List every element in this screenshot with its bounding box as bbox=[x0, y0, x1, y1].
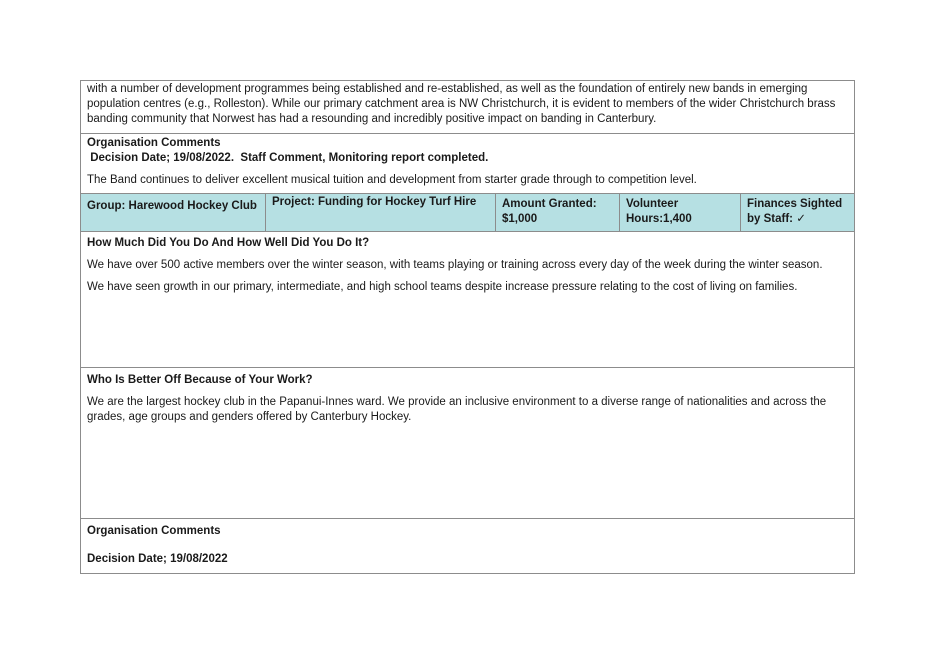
report-table bbox=[80, 80, 855, 574]
project-label: Project: Funding for Hockey Turf Hire bbox=[272, 196, 477, 208]
amount-granted-cell bbox=[495, 194, 619, 231]
group-label: Group: Harewood Hockey Club bbox=[87, 200, 257, 212]
organisation-comments-row bbox=[81, 133, 854, 193]
group-cell bbox=[81, 194, 265, 231]
organisation-comments-row-2 bbox=[81, 518, 854, 573]
organisation-comments-heading: Organisation Comments bbox=[87, 137, 221, 149]
finances-sighted-value: by Staff: ✓ bbox=[747, 213, 806, 225]
volunteer-hours-cell bbox=[619, 194, 740, 231]
amount-granted-value: $1,000 bbox=[502, 213, 538, 225]
how-much-heading: How Much Did You Do And How Well Did You Do It? bbox=[87, 237, 370, 249]
how-much-text-2: We have seen growth in our primary, intermediate, and high school teams despite increase pressure relating to the cost of living on families. bbox=[87, 281, 798, 293]
intro-text: with a number of development programmes being established and re-established, as well as the foundation of entirely new bands in emerging population centres (e.g., Rolleston). While our primary catchment area is NW Christchurch, it is evident to members of the wider Christchurch brass banding community that Norwest has had a resounding and incredibly positive impact on banding in Canterbury. bbox=[87, 83, 836, 125]
grant-header-row bbox=[81, 193, 854, 231]
how-much-text-1: We have over 500 active members over the winter season, with teams playing or training across every day of the week during the winter season. bbox=[87, 259, 823, 271]
volunteer-hours-value: Hours:1,400 bbox=[626, 213, 692, 225]
organisation-comments-heading-2: Organisation Comments bbox=[87, 525, 221, 537]
better-off-text: We are the largest hockey club in the Papanui-Innes ward. We provide an inclusive environment to a diverse range of nationalities and across the grades, age groups and genders offered by Canterbury Hockey. bbox=[87, 396, 827, 423]
amount-granted-label: Amount Granted: bbox=[502, 198, 597, 210]
finances-sighted-label: Finances Sighted bbox=[747, 198, 843, 210]
finances-sighted-cell bbox=[740, 194, 854, 231]
better-off-row bbox=[81, 367, 854, 518]
decision-date-2: Decision Date; 19/08/2022 bbox=[87, 553, 228, 565]
intro-row bbox=[81, 81, 854, 133]
better-off-heading: Who Is Better Off Because of Your Work? bbox=[87, 374, 313, 386]
organisation-comment-text: The Band continues to deliver excellent musical tuition and development from starter grade through to competition level. bbox=[87, 174, 697, 186]
project-cell bbox=[265, 194, 495, 231]
how-much-row bbox=[81, 231, 854, 367]
decision-date-staff-comment: Decision Date; 19/08/2022. Staff Comment, Monitoring report completed. bbox=[87, 152, 489, 164]
volunteer-label: Volunteer bbox=[626, 198, 679, 210]
